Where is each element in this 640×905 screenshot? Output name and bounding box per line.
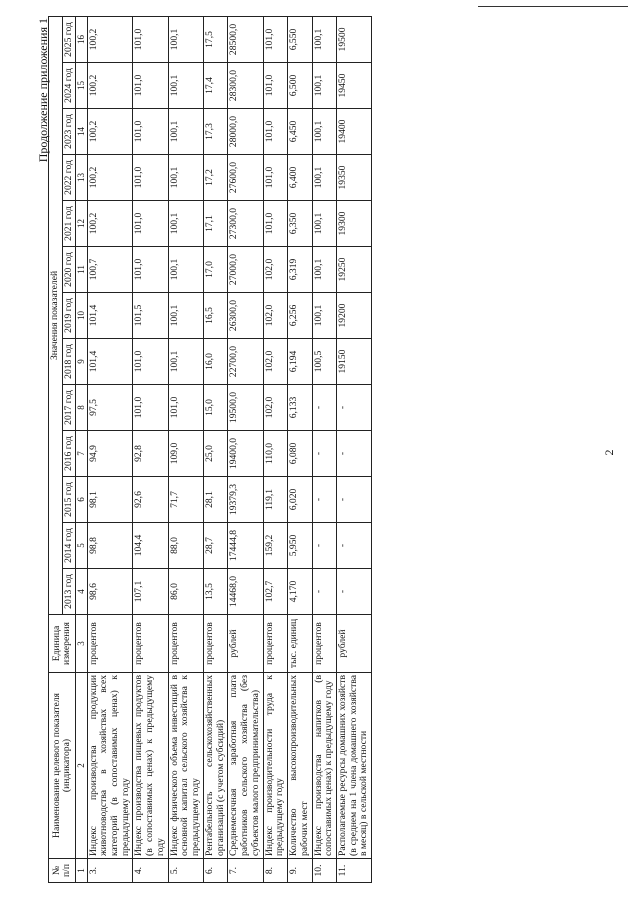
table-row (203, 16, 227, 882)
indicator-name: Индекс производства пищевых продуктов (в сопоставимых ценах) к предыдущему году (133, 673, 168, 859)
indicator-value: 101,4 (87, 339, 133, 385)
header-unit: Единица измерения (49, 615, 76, 673)
column-number: 4 (76, 569, 87, 615)
header-year: 2013 год (62, 569, 76, 615)
indicator-value: 100,1 (312, 201, 336, 247)
indicator-value: 100,1 (312, 247, 336, 293)
column-number: 8 (76, 385, 87, 431)
indicator-value: 100,1 (312, 63, 336, 109)
header-year: 2015 год (62, 477, 76, 523)
indicator-value: 6,500 (288, 63, 312, 109)
indicator-value: 98,8 (87, 523, 133, 569)
indicator-name: Индекс производительности труда к предыдущему году (263, 673, 287, 859)
indicator-value: 17,3 (203, 109, 227, 155)
indicator-value: 71,7 (168, 477, 203, 523)
indicator-value: - (312, 569, 336, 615)
indicator-value: 92,8 (133, 431, 168, 477)
indicator-value: 6,450 (288, 109, 312, 155)
indicator-value: 17,0 (203, 247, 227, 293)
indicator-value: 17,1 (203, 201, 227, 247)
indicator-value: 19500 (336, 16, 371, 62)
indicator-value: 27600,0 (228, 155, 263, 201)
row-number: 8. (263, 859, 287, 883)
indicator-value: 4,170 (288, 569, 312, 615)
column-number: 3 (76, 615, 87, 673)
indicator-value: 88,0 (168, 523, 203, 569)
indicator-value: 100,1 (168, 201, 203, 247)
indicator-value: 101,0 (133, 16, 168, 62)
column-number: 7 (76, 431, 87, 477)
indicator-value: 109,0 (168, 431, 203, 477)
unit-of-measure: рублей (228, 615, 263, 673)
header-year: 2023 год (62, 109, 76, 155)
indicator-value: 25,0 (203, 431, 227, 477)
indicator-value: 6,256 (288, 293, 312, 339)
indicator-value: 28,7 (203, 523, 227, 569)
indicator-value: 101,5 (133, 293, 168, 339)
indicator-value: 100,1 (312, 109, 336, 155)
indicator-value: - (312, 431, 336, 477)
table-row (133, 16, 168, 882)
indicator-value: - (336, 477, 371, 523)
column-number: 10 (76, 293, 87, 339)
table-row (312, 16, 336, 882)
indicator-value: 6,319 (288, 247, 312, 293)
indicator-value: 102,0 (263, 293, 287, 339)
indicator-value: 16,5 (203, 293, 227, 339)
indicator-value: 100,1 (312, 293, 336, 339)
indicator-name: Количество высокопроизводительных рабочих мест (288, 673, 312, 859)
indicator-value: 101,0 (133, 109, 168, 155)
header-year: 2014 год (62, 523, 76, 569)
header-year: 2024 год (62, 63, 76, 109)
unit-of-measure: рублей (336, 615, 371, 673)
indicator-value: 159,2 (263, 523, 287, 569)
indicator-value: 100,1 (312, 16, 336, 62)
indicator-value: 19450 (336, 63, 371, 109)
row-number: 10. (312, 859, 336, 883)
indicator-value: 6,194 (288, 339, 312, 385)
indicator-value: 101,0 (263, 63, 287, 109)
indicator-name: Среднемесячная заработная плата работников сельского хозяйства (без субъектов малого предпринимательства) (228, 673, 263, 859)
indicator-value: 100,1 (168, 293, 203, 339)
indicator-value: 100,5 (312, 339, 336, 385)
indicator-value: 19400 (336, 109, 371, 155)
indicator-value: - (336, 431, 371, 477)
indicator-value: 101,0 (133, 385, 168, 431)
indicator-value: 110,0 (263, 431, 287, 477)
indicator-value: 104,4 (133, 523, 168, 569)
indicator-value: 102,0 (263, 247, 287, 293)
indicator-value: 100,1 (312, 155, 336, 201)
indicator-value: 100,2 (87, 109, 133, 155)
column-number: 15 (76, 63, 87, 109)
indicator-value: 6,550 (288, 16, 312, 62)
unit-of-measure: процентов (203, 615, 227, 673)
indicator-name: Индекс производства продукции животноводства в хозяйствах всех категорий (в сопоставимых ценах) к предыдущему году (87, 673, 133, 859)
header-year: 2017 год (62, 385, 76, 431)
indicator-value: 101,0 (263, 201, 287, 247)
column-number: 13 (76, 155, 87, 201)
column-number: 9 (76, 339, 87, 385)
indicator-value: 14468,0 (228, 569, 263, 615)
indicator-name: Индекс физического объема инвестиций в основной капитал сельского хозяйства к предыдущему году (168, 673, 203, 859)
unit-of-measure: процентов (263, 615, 287, 673)
column-number: 5 (76, 523, 87, 569)
indicator-value: 17444,8 (228, 523, 263, 569)
header-year: 2018 год (62, 339, 76, 385)
indicator-value: 100,1 (168, 155, 203, 201)
indicator-value: 102,0 (263, 385, 287, 431)
indicator-value: 27300,0 (228, 201, 263, 247)
header-year: 2016 год (62, 431, 76, 477)
indicator-value: 102,0 (263, 339, 287, 385)
row-number: 3. (87, 859, 133, 883)
unit-of-measure: процентов (133, 615, 168, 673)
indicator-value: - (312, 477, 336, 523)
indicator-value: 101,0 (133, 155, 168, 201)
indicator-value: 6,400 (288, 155, 312, 201)
header-year: 2025 год (62, 16, 76, 62)
row-number: 4. (133, 859, 168, 883)
indicator-value: 5,950 (288, 523, 312, 569)
indicator-value: 98,1 (87, 477, 133, 523)
indicator-value: 6,133 (288, 385, 312, 431)
indicator-value: 101,0 (133, 247, 168, 293)
row-number: 6. (203, 859, 227, 883)
row-number: 9. (288, 859, 312, 883)
indicator-value: 6,020 (288, 477, 312, 523)
indicator-value: 97,5 (87, 385, 133, 431)
indicator-value: 100,1 (168, 339, 203, 385)
table-row (336, 16, 371, 882)
indicator-value: 19250 (336, 247, 371, 293)
indicator-value: 102,7 (263, 569, 287, 615)
indicator-value: 119,1 (263, 477, 287, 523)
row-number: 7. (228, 859, 263, 883)
column-number: 12 (76, 201, 87, 247)
indicator-value: 101,0 (168, 385, 203, 431)
indicator-value: 100,1 (168, 63, 203, 109)
indicator-name: Рентабельность сельскохозяйственных организаций (с учетом субсидий) (203, 673, 227, 859)
indicator-value: 19150 (336, 339, 371, 385)
indicator-value: 101,0 (133, 63, 168, 109)
row-number: 11. (336, 859, 371, 883)
indicator-value: 100,2 (87, 201, 133, 247)
indicator-value: 101,0 (133, 339, 168, 385)
indicator-value: - (336, 385, 371, 431)
column-number: 2 (76, 673, 87, 859)
indicator-value: 101,4 (87, 293, 133, 339)
indicator-value: 19379,3 (228, 477, 263, 523)
indicator-value: 100,7 (87, 247, 133, 293)
indicator-value: 94,9 (87, 431, 133, 477)
indicator-value: 101,0 (133, 201, 168, 247)
indicator-value: 27000,0 (228, 247, 263, 293)
indicator-value: - (336, 523, 371, 569)
indicator-value: 26300,0 (228, 293, 263, 339)
indicator-value: 19300 (336, 201, 371, 247)
table-row (288, 16, 312, 882)
header-year: 2019 год (62, 293, 76, 339)
indicator-value: 16,0 (203, 339, 227, 385)
indicators-table (48, 16, 372, 883)
indicator-value: 19200 (336, 293, 371, 339)
indicator-value: 107,1 (133, 569, 168, 615)
indicator-value: 19500,0 (228, 385, 263, 431)
indicator-value: 19400,0 (228, 431, 263, 477)
indicator-name: Индекс производства напитков (в сопоставимых ценах) к предыдущему году (312, 673, 336, 859)
header-year: 2020 год (62, 247, 76, 293)
table-row (263, 16, 287, 882)
table-row (87, 16, 133, 882)
column-number: 11 (76, 247, 87, 293)
indicator-value: 13,5 (203, 569, 227, 615)
header-values-group: Значения показателей (49, 16, 63, 614)
column-number: 6 (76, 477, 87, 523)
indicator-value: 98,6 (87, 569, 133, 615)
indicator-value: 17,5 (203, 16, 227, 62)
row-number: 5. (168, 859, 203, 883)
unit-of-measure: процентов (312, 615, 336, 673)
indicator-name: Располагаемые ресурсы домашних хозяйств (в среднем на 1 члена домашнего хозяйства в месяц) в сельской местности (336, 673, 371, 859)
indicator-value: - (336, 569, 371, 615)
indicator-value: 100,1 (168, 109, 203, 155)
header-year: 2022 год (62, 155, 76, 201)
indicator-value: 17,4 (203, 63, 227, 109)
indicator-value: 100,2 (87, 155, 133, 201)
indicator-value: 86,0 (168, 569, 203, 615)
indicator-value: 101,0 (263, 16, 287, 62)
header-num: № п/п (49, 859, 76, 883)
indicator-value: 28000,0 (228, 109, 263, 155)
page-number: 2 (602, 449, 616, 456)
indicator-value: 100,1 (168, 16, 203, 62)
indicator-value: 19350 (336, 155, 371, 201)
unit-of-measure: процентов (87, 615, 133, 673)
unit-of-measure: процентов (168, 615, 203, 673)
indicator-value: 100,1 (168, 247, 203, 293)
unit-of-measure: тыс. единиц (288, 615, 312, 673)
indicator-value: 28300,0 (228, 63, 263, 109)
indicator-value: 101,0 (263, 109, 287, 155)
column-number: 1 (76, 859, 87, 883)
indicator-value: 17,2 (203, 155, 227, 201)
column-number: 14 (76, 109, 87, 155)
table-row (168, 16, 203, 882)
column-number: 16 (76, 16, 87, 62)
indicator-value: 6,350 (288, 201, 312, 247)
indicator-value: 15,0 (203, 385, 227, 431)
indicator-value: - (312, 385, 336, 431)
indicator-value: 100,2 (87, 63, 133, 109)
indicator-value: 101,0 (263, 155, 287, 201)
indicator-value: - (312, 523, 336, 569)
indicator-value: 6,080 (288, 431, 312, 477)
appendix-title: Продолжение приложения 1 (36, 18, 50, 163)
indicator-value: 28,1 (203, 477, 227, 523)
header-year: 2021 год (62, 201, 76, 247)
table-row (228, 16, 263, 882)
indicator-value: 92,6 (133, 477, 168, 523)
indicator-value: 22700,0 (228, 339, 263, 385)
header-name: Наименование целевого показателя (индикатора) (49, 673, 76, 859)
indicator-value: 28500,0 (228, 16, 263, 62)
indicator-value: 100,2 (87, 16, 133, 62)
